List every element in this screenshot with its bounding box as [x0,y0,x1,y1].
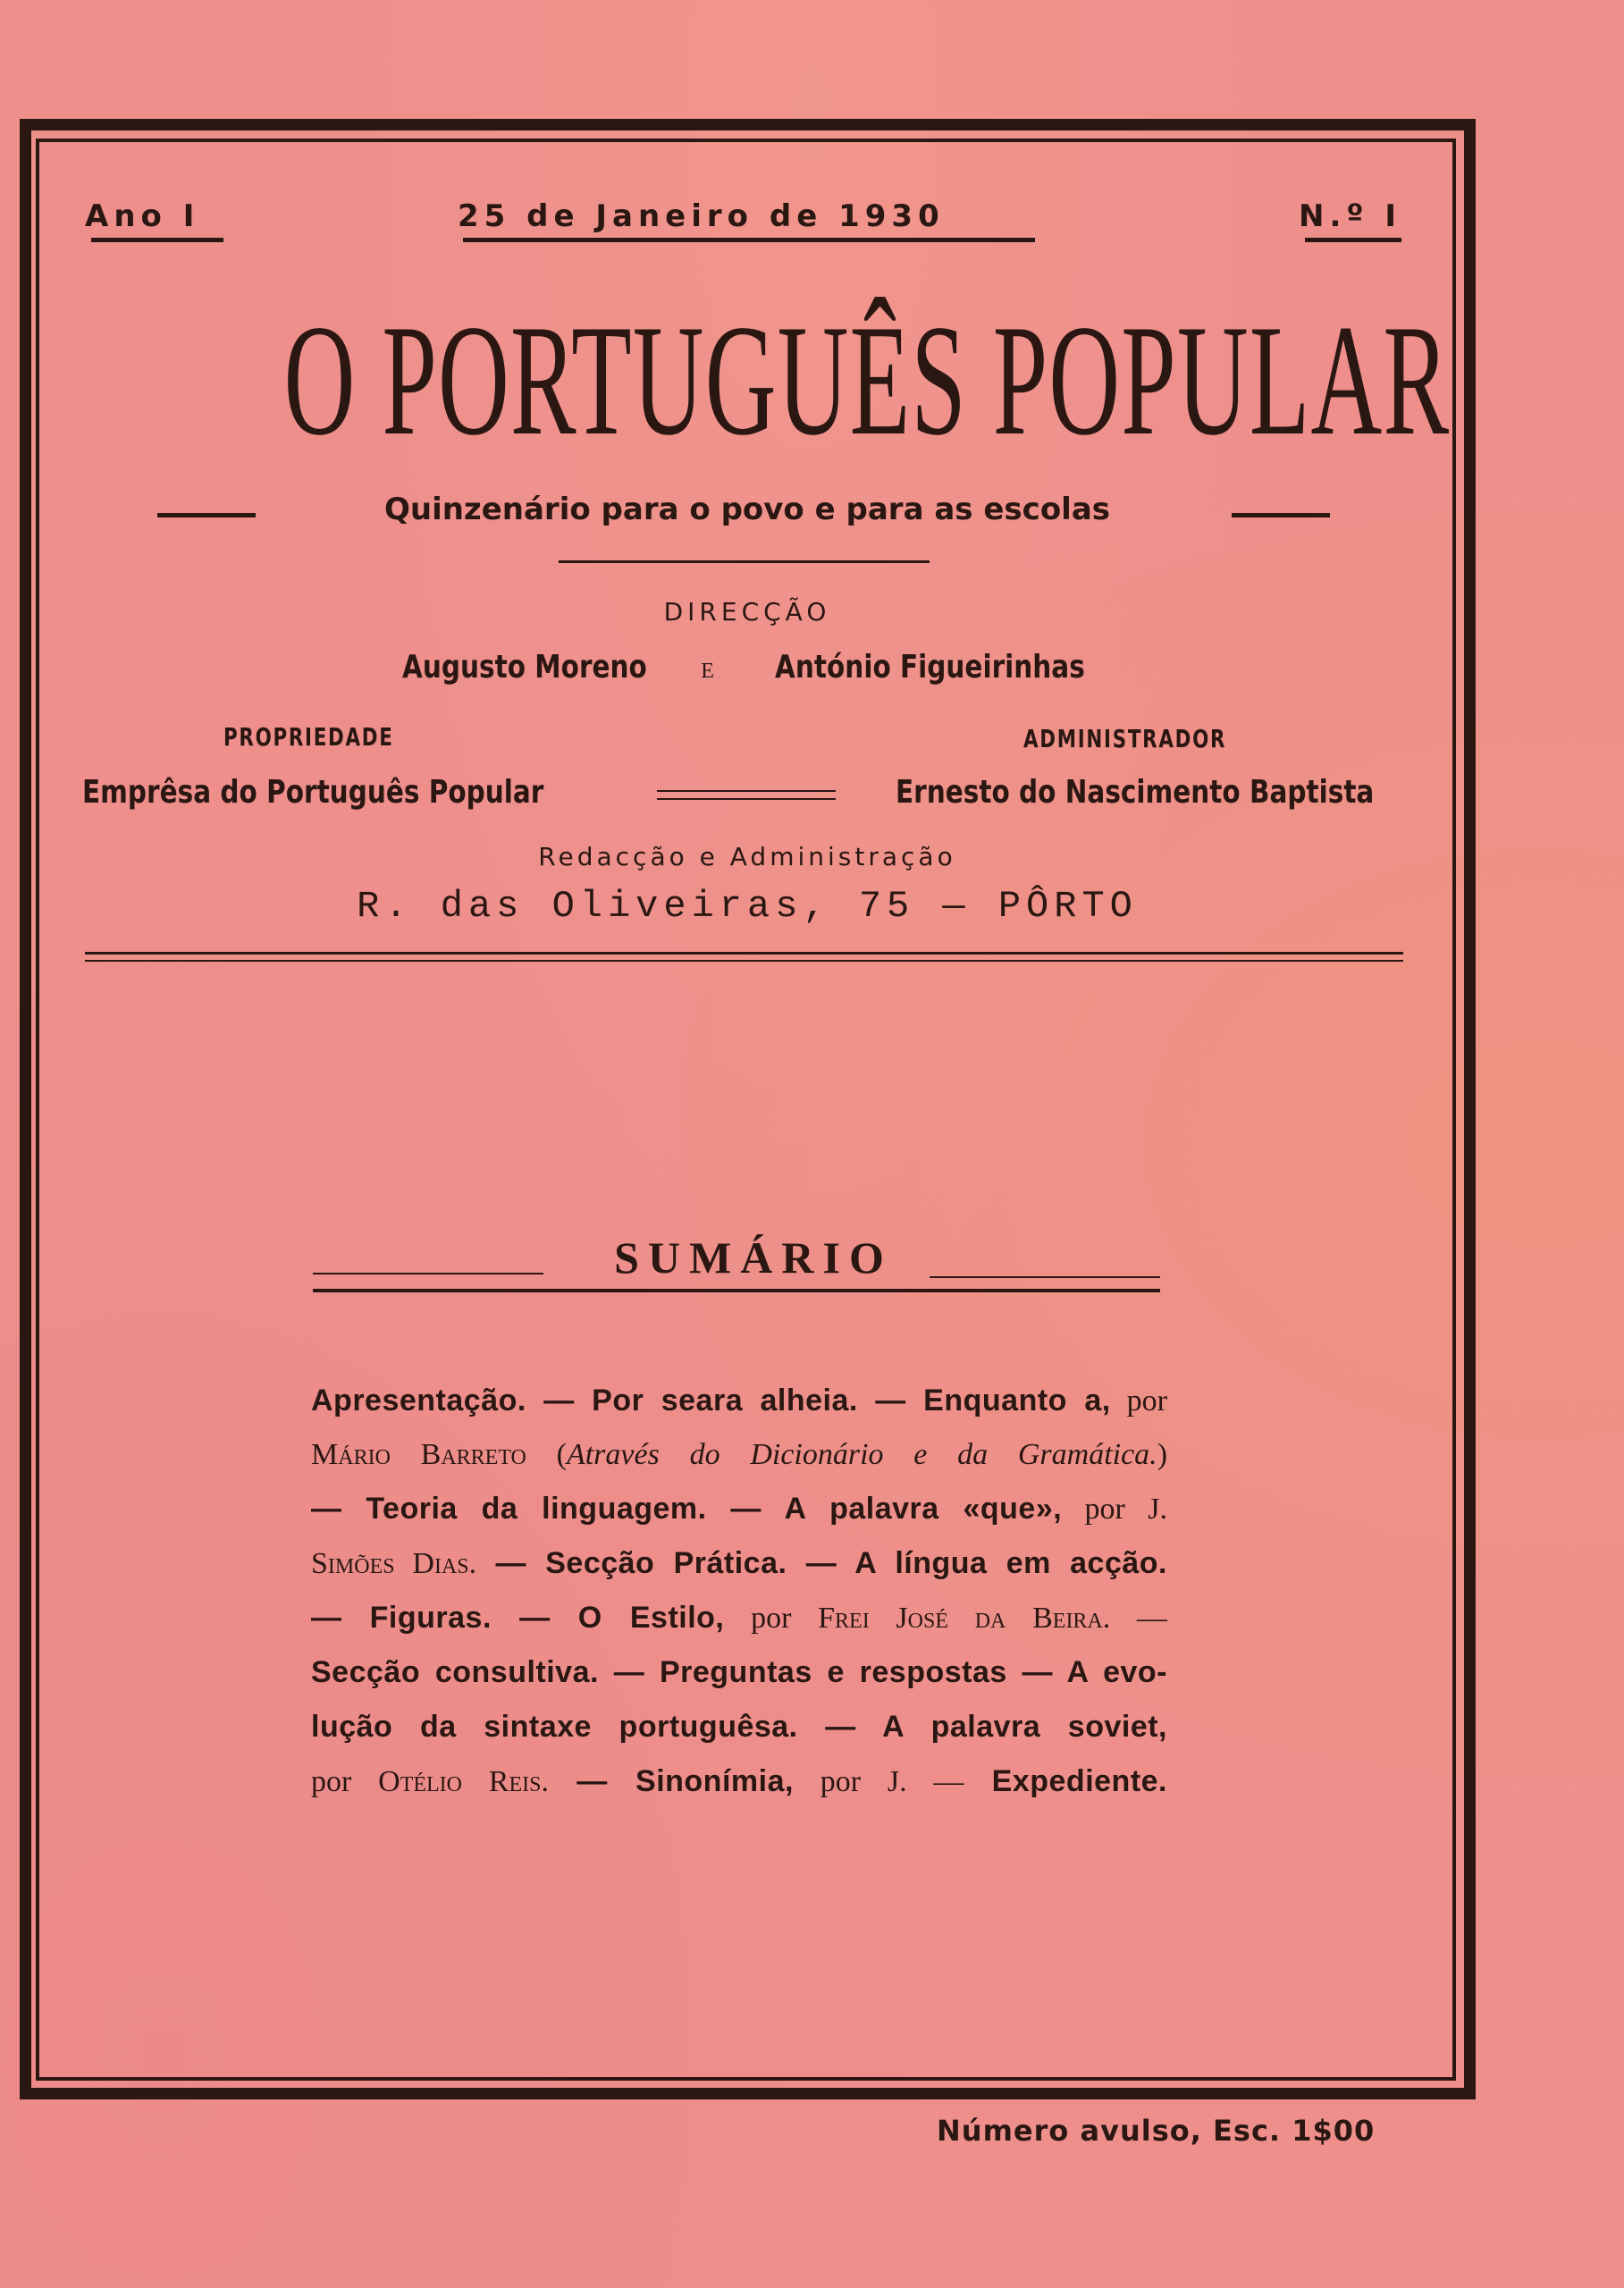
summary-line [311,1536,1167,1591]
number-underline [1305,238,1401,242]
summary-segment: Frei José da Beira. [818,1602,1111,1635]
summary-segment: — Figuras. — O Estilo, [311,1601,725,1635]
tagline: Quinzenário para o povo e para as escolas [383,492,1111,527]
director-2: António Figueirinhas [775,649,1086,686]
double-rule-top [657,790,836,792]
summary-segment: por J. — [793,1765,964,1798]
summary-segment: por [1110,1384,1167,1417]
summary-segment: — Secção Prática. — A língua em acção. [476,1546,1167,1580]
summary-line [311,1591,1167,1645]
summary-segment: Otélio Reis. [378,1765,549,1798]
summary-segment: lução da sintaxe portuguêsa. — A palavra soviet, [311,1710,1167,1744]
issue-number: N.º I [1299,198,1402,234]
sumario-dash-right [930,1276,1160,1278]
summary-line [311,1754,1167,1809]
administrator-heading: ADMINISTRADOR [1023,724,1227,753]
sumario-heading: SUMÁRIO [614,1232,893,1283]
summary-segment: Através do Dicionário e da Gramática. [566,1438,1157,1471]
double-rule-bottom [657,798,836,800]
summary-line [311,1645,1167,1700]
summary-segment: ) [1157,1438,1168,1471]
summary-segment: — Sinonímia, [549,1764,794,1798]
summary-segment: por [311,1765,379,1798]
sumario-underline [313,1289,1160,1292]
year-underline [91,238,223,242]
summary-segment: Expediente. [963,1764,1167,1798]
issue-date: 25 de Janeiro de 1930 [458,198,945,234]
summary-segment: Apresentação. — Por seara alheia. — Enquanto a, [311,1384,1111,1417]
summary-segment: — [1110,1602,1167,1635]
year-label: Ano I [85,198,200,234]
directors-conjunction: E [701,660,714,683]
summary-line [311,1482,1167,1536]
summary-segment: Simões Dias. [311,1547,477,1580]
summary-segment: por [724,1602,819,1635]
header-rule-1 [85,952,1403,955]
summary-segment: ( [526,1438,567,1471]
header-rule-2 [85,960,1403,962]
tagline-dash-right [1232,513,1330,517]
summary-segment: — Teoria da linguagem. — A palavra «que», [311,1492,1063,1526]
property-value: Emprêsa do Português Popular [82,774,544,811]
date-underline [463,238,1035,242]
summary-line [311,1374,1167,1428]
summary-segment: por J. [1062,1493,1167,1526]
single-issue-price: Número avulso, Esc. 1$00 [937,2114,1376,2148]
office-address: R. das Oliveiras, 75 — PÔRTO [357,885,1138,928]
summary-line [311,1700,1167,1754]
summary-segment: Mário Barreto [311,1438,526,1471]
director-1: Augusto Moreno [401,649,647,686]
masthead-divider [559,560,930,563]
summary-contents [311,1374,1167,1809]
summary-line [311,1428,1167,1482]
office-heading: Redacção e Administração [538,842,956,871]
directors-line [0,649,1494,686]
direction-heading: DIRECÇÃO [663,597,831,627]
masthead-title: O PORTUGUÊS POPULAR [283,291,1451,468]
administrator-value: Ernesto do Nascimento Baptista [896,774,1375,811]
property-heading: PROPRIEDADE [223,722,394,752]
summary-segment: Secção consultiva. — Preguntas e respostas — A evo- [311,1655,1167,1689]
